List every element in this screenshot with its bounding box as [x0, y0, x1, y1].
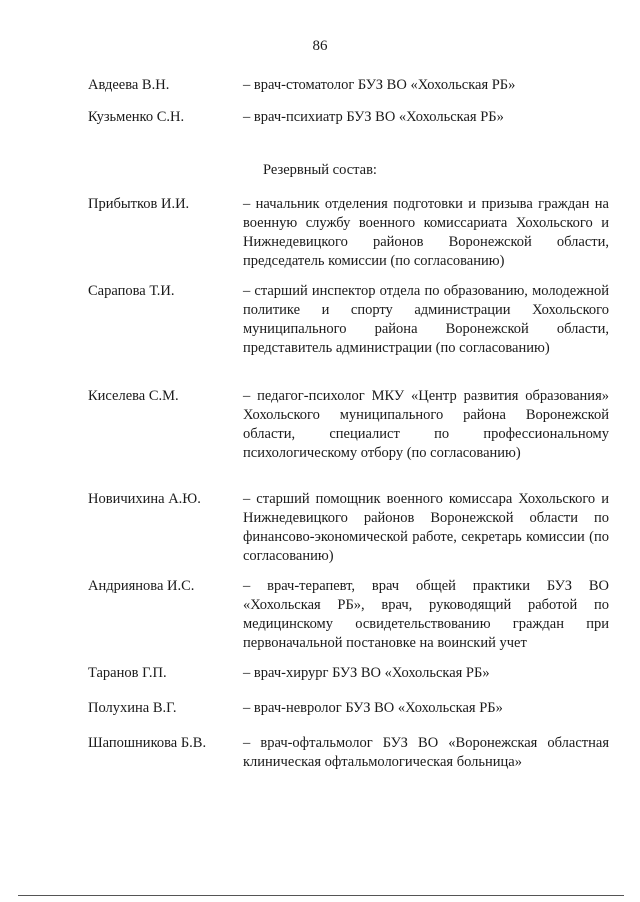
member-role: – педагог-психолог МКУ «Центр развития образования» Хохольского муниципального района Воронежской области, специалист по профессиональному психологическому отбору (по согласованию) [243, 388, 609, 461]
member-name: Новичихина А.Ю. [88, 491, 201, 507]
member-role: – врач-психиатр БУЗ ВО «Хохольская РБ» [243, 109, 504, 125]
page-bottom-rule [18, 895, 624, 896]
member-name: Сарапова Т.И. [88, 283, 175, 299]
member-name: Таранов Г.П. [88, 665, 167, 681]
member-name: Шапошникова Б.В. [88, 735, 207, 751]
member-name: Авдеева В.Н. [88, 77, 170, 93]
member-name: Полухина В.Г. [88, 700, 177, 716]
page-number: 86 [312, 38, 328, 54]
member-role: – врач-хирург БУЗ ВО «Хохольская РБ» [243, 665, 490, 681]
member-role: – врач-стоматолог БУЗ ВО «Хохольская РБ» [243, 77, 516, 93]
member-name: Кузьменко С.Н. [88, 109, 185, 125]
member-role: – старший помощник военного комиссара Хохольского и Нижнедевицкого районов Воронежской области по финансово-экономической работе, секретарь комиссии (по согласованию) [243, 491, 609, 564]
member-role: – врач-терапевт, врач общей практики БУЗ ВО «Хохольская РБ», врач, руководящий работой по медицинскому освидетельствованию граждан при первоначальной постановке на воинский учет [243, 578, 609, 651]
member-role: – врач-невролог БУЗ ВО «Хохольская РБ» [243, 700, 503, 716]
member-role: – врач-офтальмолог БУЗ ВО «Воронежская областная клиническая офтальмологическая больница» [243, 735, 609, 770]
member-role: – начальник отделения подготовки и призыва граждан на военную службу военного комиссариата Хохольского и Нижнедевицкого районов Воронежской области, председатель комиссии (по согласованию) [243, 196, 609, 269]
member-name: Андриянова И.С. [88, 578, 195, 594]
member-name: Киселева С.М. [88, 388, 179, 404]
member-name: Прибытков И.И. [88, 196, 190, 212]
member-role: – старший инспектор отдела по образованию, молодежной политике и спорту администрации Хохольского муниципального района Воронежской области, представитель администрации (по согласованию) [243, 283, 609, 356]
section-title: Резервный состав: [263, 162, 377, 178]
